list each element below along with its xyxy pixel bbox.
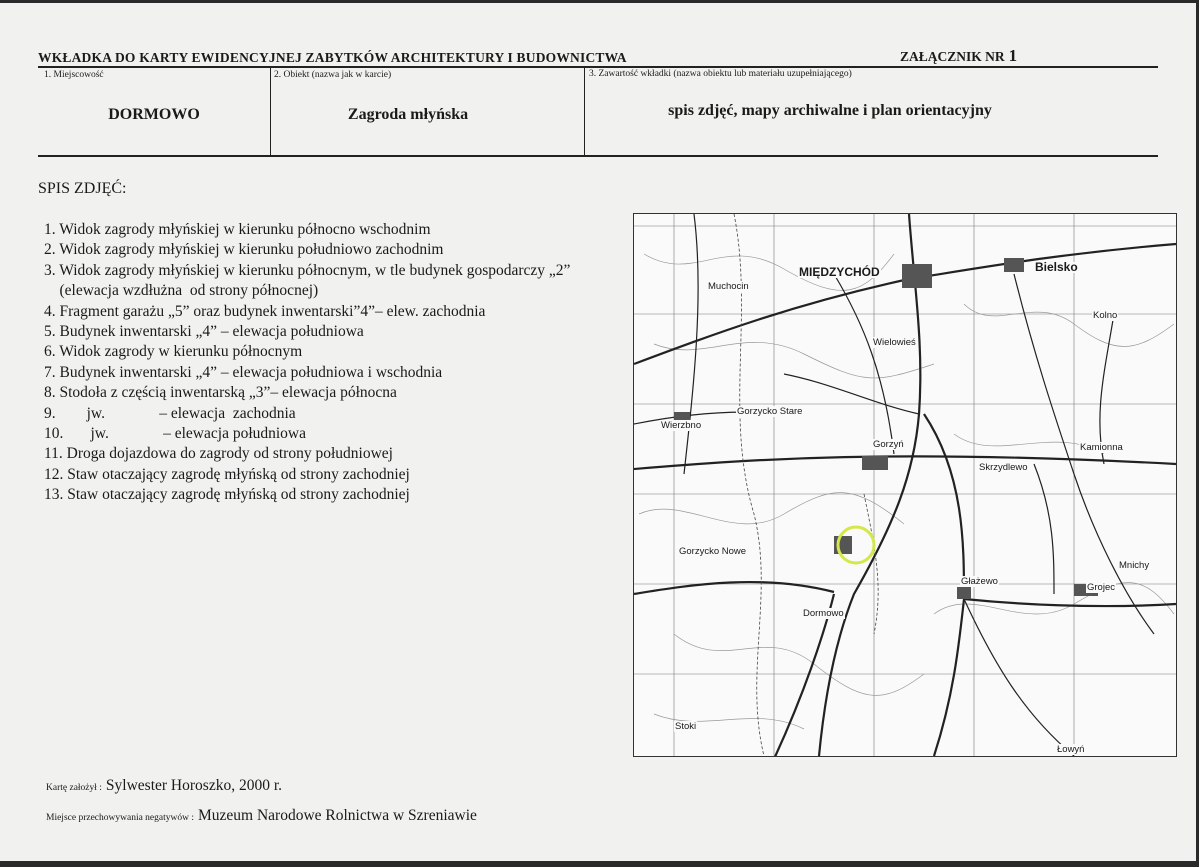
map-label-glazewo: Głażewo	[961, 576, 998, 587]
map-label-dormowo: Dormowo	[803, 608, 844, 619]
map-label-stoki: Stoki	[675, 721, 697, 732]
map-label-lowyn: Łowyń	[1057, 744, 1085, 755]
map-graphic	[634, 214, 1176, 756]
photo-item: 11. Droga dojazdowa do zagrody od strony południowej	[44, 445, 393, 463]
photo-item: 4. Fragment garażu „5” oraz budynek inwentarski”4”– elew. zachodnia	[44, 302, 486, 320]
scan-edge-top	[0, 0, 1199, 3]
locality-value: DORMOWO	[108, 106, 200, 123]
location-map	[633, 213, 1177, 757]
negatives-row	[46, 807, 477, 825]
negatives-label: Miejsce przechowywania negatywów :	[46, 813, 194, 823]
photo-item: 6. Widok zagrody w kierunku północnym	[44, 343, 303, 361]
map-label-mnichy: Mnichy	[1119, 560, 1150, 571]
photo-item: 7. Budynek inwentarski „4” – elewacja południowa i wschodnia	[44, 363, 443, 381]
author-label: Kartę założył :	[46, 783, 102, 793]
map-label-gorzycko-stare: Gorzycko Stare	[737, 406, 803, 417]
object-value: Zagroda młyńska	[347, 106, 469, 123]
content-label: 3. Zawartość wkładki (nazwa obiektu lub materiału uzupełniającego)	[589, 69, 852, 79]
photo-list	[44, 220, 570, 506]
photo-item: 1. Widok zagrody młyńskiej w kierunku północno wschodnim	[44, 221, 431, 238]
annex-label-text: ZAŁĄCZNIK NR	[900, 49, 1005, 64]
map-label-kolno: Kolno	[1093, 310, 1118, 321]
annex-label	[900, 46, 1017, 66]
content-value: spis zdjęć, mapy archiwalne i plan orientacyjny	[668, 102, 992, 119]
map-label-gorzycko-nowe: Gorzycko Nowe	[679, 546, 747, 557]
map-label-wielowies: Wielowieś	[873, 337, 916, 348]
map-rivers	[734, 214, 878, 756]
photo-item: 12. Staw otaczający zagrodę młyńską od strony zachodniej	[44, 465, 410, 483]
photo-item: 2. Widok zagrody młyńskiej w kierunku południowo zachodnim	[44, 241, 444, 259]
header-rule-top	[38, 66, 1158, 68]
map-contours	[639, 254, 1174, 729]
negatives-value: Muzeum Narodowe Rolnictwa w Szreniawie	[198, 807, 477, 824]
object-label: 2. Obiekt (nazwa jak w karcie)	[274, 70, 392, 80]
author-row	[46, 777, 282, 795]
scan-edge-bottom	[0, 861, 1199, 867]
photo-item: 13. Staw otaczający zagrodę młyńską od strony zachodniej	[44, 486, 410, 504]
photo-item: 3. Widok zagrody młyńskiej w kierunku północnym, w tle budynek gospodarczy „2”	[44, 261, 571, 279]
annex-number: 1	[1008, 46, 1018, 65]
header-rule-bottom	[38, 155, 1158, 157]
photo-item: 8. Stodoła z częścią inwentarską „3”– elewacja północna	[44, 384, 397, 402]
photo-item: 10. jw. – elewacja południowa	[44, 425, 307, 443]
photo-item: 5. Budynek inwentarski „4” – elewacja południowa	[44, 323, 364, 341]
map-label-kamionna: Kamionna	[1080, 442, 1123, 453]
map-label-skrzydlewo: Skrzydlewo	[979, 462, 1028, 473]
map-minor-roads	[634, 214, 1154, 756]
photo-list-title: SPIS ZDJĘĆ:	[38, 180, 127, 197]
map-label-miedzychod: MIĘDZYCHÓD	[799, 265, 880, 279]
locality-label: 1. Miejscowość	[44, 70, 104, 80]
map-label-grojec: Grojec	[1087, 582, 1115, 593]
map-label-bielsko: Bielsko	[1035, 260, 1078, 274]
insert-title: WKŁADKA DO KARTY EWIDENCYJNEJ ZABYTKÓW ARCHITEKTURY I BUDOWNICTWA	[38, 50, 627, 65]
photo-item: 9. jw. – elewacja zachodnia	[44, 404, 296, 422]
map-label-muchocin: Muchocin	[708, 281, 749, 292]
author-value: Sylwester Horoszko, 2000 r.	[105, 777, 282, 794]
map-label-gorzyn: Gorzyń	[873, 439, 904, 450]
photo-item-continuation: (elewacja wzdłużna od strony północnej)	[44, 282, 319, 300]
map-roads	[634, 214, 1176, 756]
map-label-wierzbno: Wierzbno	[661, 420, 702, 431]
